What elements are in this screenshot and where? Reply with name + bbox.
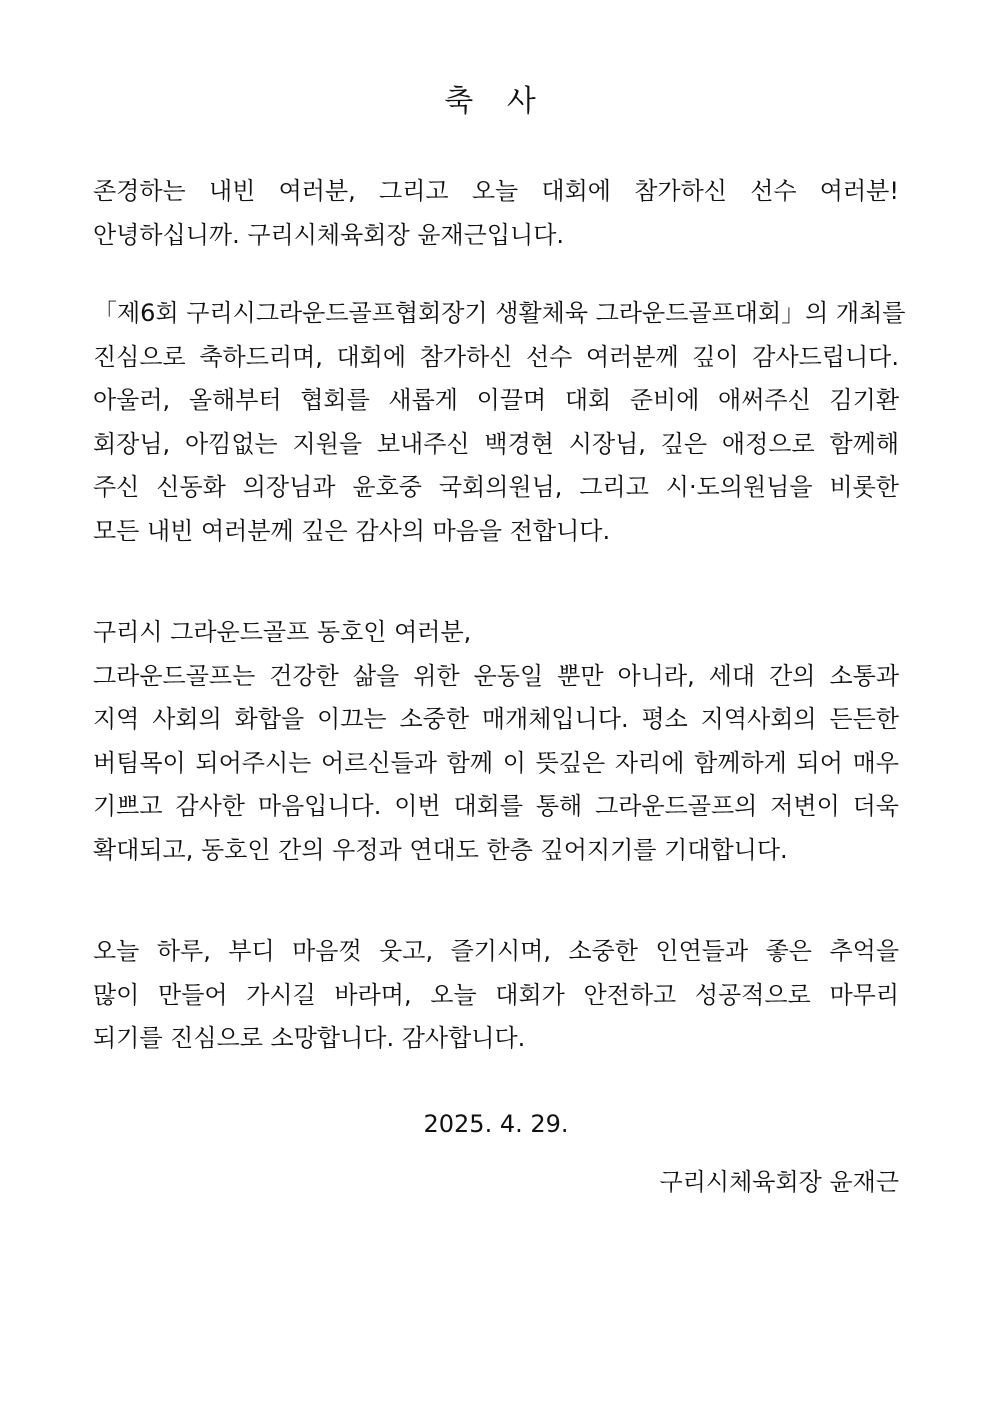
paragraph-line: 확대되고, 동호인 간의 우정과 연대도 한층 깊어지기를 기대합니다. xyxy=(93,835,788,864)
paragraph-line: 버팀목이 되어주시는 어르신들과 함께 이 뜻깊은 자리에 함께하게 되어 매우 xyxy=(93,748,899,777)
paragraph-line: 그라운드골프는 건강한 삶을 위한 운동일 뿐만 아니라, 세대 간의 소통과 xyxy=(93,661,899,690)
paragraph-closing xyxy=(93,930,899,1061)
paragraph-line: 많이 만들어 가시길 바라며, 오늘 대회가 안전하고 성공적으로 마무리 xyxy=(93,980,899,1009)
paragraph-line: 아울러, 올해부터 협회를 새롭게 이끌며 대회 준비에 애써주신 김기환 xyxy=(93,386,899,414)
paragraph-line: 오늘 하루, 부디 마음껏 웃고, 즐기시며, 소중한 인연들과 좋은 추억을 xyxy=(93,937,899,965)
document-signature: 구리시체육회장 윤재근 xyxy=(659,1168,899,1196)
paragraph-line: 주신 신동화 의장님과 윤호중 국회의원님, 그리고 시·도의원님을 비롯한 xyxy=(93,473,899,501)
paragraph-line: 존경하는 내빈 여러분, 그리고 오늘 대회에 참가하신 선수 여러분! xyxy=(93,177,899,205)
paragraph-line: 「제6회 구리시그라운드골프협회장기 생활체육 그라운드골프대회」의 개최를 xyxy=(93,299,906,327)
document-date: 2025. 4. 29. xyxy=(423,1110,569,1138)
paragraph-line: 지역 사회의 화합을 이끄는 소중한 매개체입니다. 평소 지역사회의 든든한 xyxy=(93,705,899,733)
paragraph-line: 회장님, 아낌없는 지원을 보내주신 백경현 시장님, 깊은 애정으로 함께해 xyxy=(93,429,899,458)
paragraph-line: 되기를 진심으로 소망합니다. 감사합니다. xyxy=(93,1024,526,1052)
paragraph-line: 진심으로 축하드리며, 대회에 참가하신 선수 여러분께 깊이 감사드립니다. xyxy=(93,342,899,371)
paragraph-greeting xyxy=(93,170,899,257)
paragraph-line: 안녕하십니까. 구리시체육회장 윤재근입니다. xyxy=(93,220,565,249)
paragraph-ground-golf xyxy=(93,611,899,872)
document-title: 축 사 xyxy=(444,84,548,119)
paragraph-line: 기쁘고 감사한 마음입니다. 이번 대회를 통해 그라운드골프의 저변이 더욱 xyxy=(93,792,899,820)
paragraph-line: 모든 내빈 여러분께 깊은 감사의 마음을 전합니다. xyxy=(93,516,611,545)
paragraph-line: 구리시 그라운드골프 동호인 여러분, xyxy=(93,618,472,646)
paragraph-congratulations xyxy=(93,292,906,553)
